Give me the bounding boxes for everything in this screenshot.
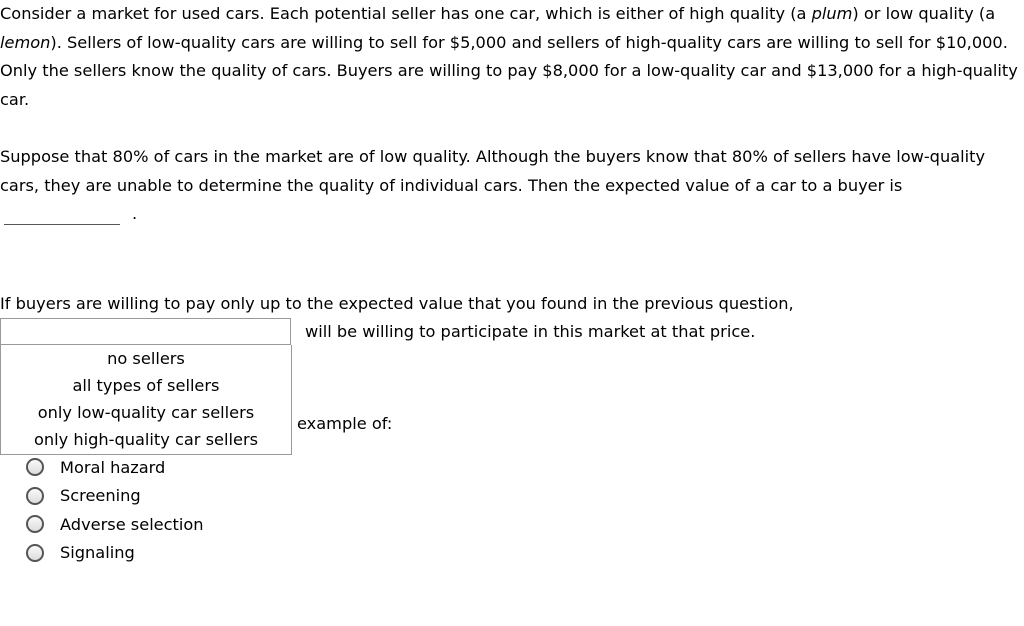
question1-text: Suppose that 80% of cars in the market are of low quality. Although the buyers know that 80% of sellers have low-quality cars, they are unable to determine the quality of individual cars. Then the expected value of a car to a buyer is	[0, 147, 986, 195]
question1-paragraph	[0, 143, 1020, 229]
radio-label: Moral hazard	[60, 457, 166, 477]
intro-paragraph	[0, 0, 1020, 114]
radio-circle-icon[interactable]	[26, 487, 44, 505]
plum-term: plum	[811, 4, 853, 23]
question3-radio-group	[26, 453, 204, 567]
radio-option-signaling[interactable]	[26, 539, 204, 568]
radio-option-moral-hazard[interactable]	[26, 453, 204, 482]
question2-paragraph	[0, 290, 1020, 319]
question3-partial-text: example of:	[297, 414, 393, 433]
radio-label: Adverse selection	[60, 514, 204, 534]
intro-text-2: ) or low quality (a	[852, 4, 996, 23]
intro-text-1: Consider a market for used cars. Each potential seller has one car, which is either of high quality (a	[0, 4, 812, 23]
dropdown-option-high-quality-sellers[interactable]: only high-quality car sellers	[33, 430, 259, 449]
intro-text-3: ). Sellers of low-quality cars are willing to sell for $5,000 and sellers of high-quality cars are willing to sell for $10,000. Only the sellers know the quality of cars. Buyers are willing to pay $8,000 for a low-quality car and $13,000 for a high-quality car.	[0, 32, 1018, 109]
expected-value-blank[interactable]	[4, 206, 120, 225]
dropdown-option-low-quality-sellers[interactable]: only low-quality car sellers	[37, 403, 255, 422]
radio-option-screening[interactable]	[26, 482, 204, 511]
radio-option-adverse-selection[interactable]	[26, 510, 204, 539]
dropdown-option-no-sellers[interactable]: no sellers	[107, 349, 185, 368]
radio-circle-icon[interactable]	[26, 515, 44, 533]
question1-period: .	[132, 204, 138, 223]
radio-label: Screening	[60, 486, 141, 506]
radio-circle-icon[interactable]	[26, 544, 44, 562]
question2-text: If buyers are willing to pay only up to the expected value that you found in the previous question,	[0, 294, 794, 313]
radio-label: Signaling	[60, 543, 135, 563]
radio-circle-icon[interactable]	[26, 458, 44, 476]
lemon-term: lemon	[0, 32, 51, 52]
question2-after-text: will be willing to participate in this market at that price.	[305, 322, 756, 341]
sellers-dropdown-options	[0, 345, 292, 455]
sellers-dropdown[interactable]	[0, 318, 291, 345]
dropdown-option-all-sellers[interactable]: all types of sellers	[72, 376, 220, 395]
